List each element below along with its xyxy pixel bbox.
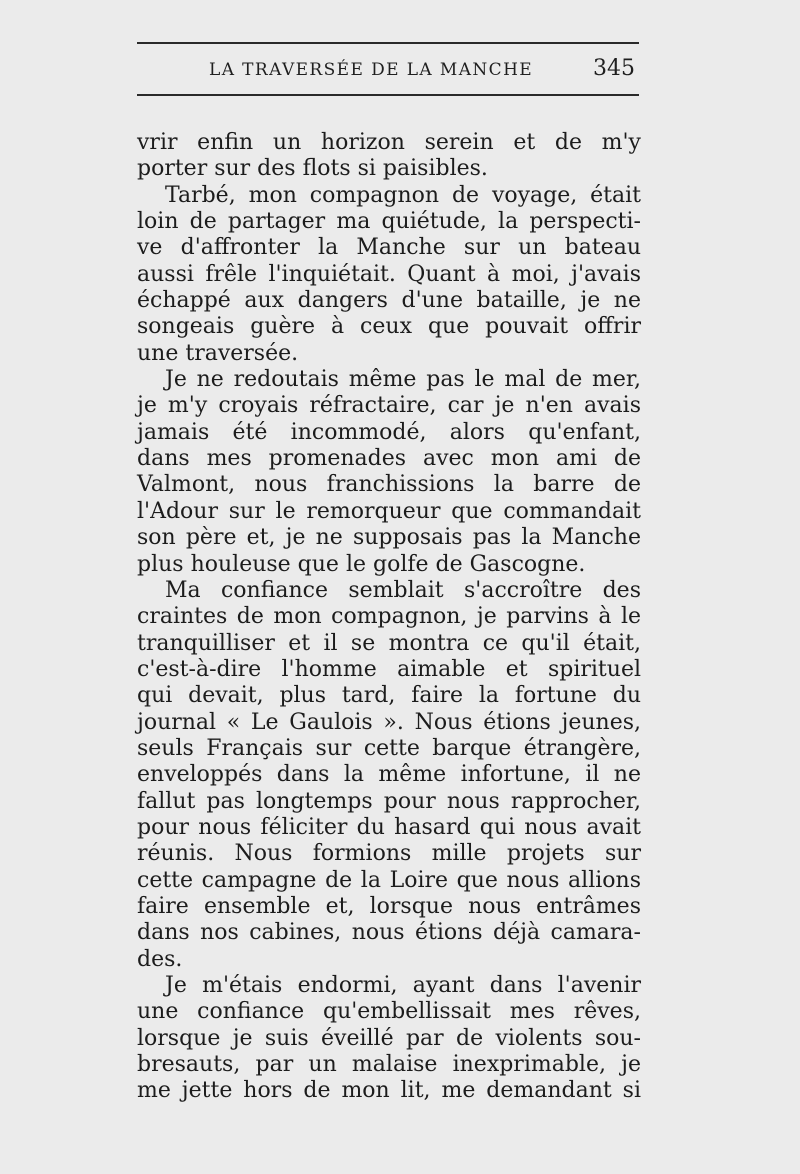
text-line: craintes de mon compagnon, je parvins à le [137,604,641,630]
text-line: aussi frêle l'inquiétait. Quant à moi, j'avais [137,261,641,287]
header-rule-bottom [137,94,639,96]
text-line: enveloppés dans la même infortune, il ne [137,762,641,788]
text-line: lorsque je suis éveillé par de violents sou- [137,1025,641,1051]
text-line: bresauts, par un malaise inexprimable, je [137,1052,641,1078]
text-line: une confiance qu'embellissait mes rêves, [137,999,641,1025]
text-line: plus houleuse que le golfe de Gascogne. [137,551,586,577]
text-line: Valmont, nous franchissions la barre de [137,472,641,498]
header-rule-top [137,42,639,44]
text-line: Je m'étais endormi, ayant dans l'avenir [165,973,641,998]
text-line: je m'y croyais réfractaire, car je n'en avais [137,393,641,419]
text-line: dans nos cabines, nous étions déjà camara- [137,920,641,946]
text-line: vrir enfin un horizon serein et de m'y [137,130,641,155]
text-line: Ma confiance semblait s'accroître des [165,577,641,603]
text-line: tranquilliser et il se montra ce qu'il était, [137,630,641,656]
text-line: Tarbé, mon compagnon de voyage, était [165,182,641,208]
text-line: cette campagne de la Loire que nous allions [137,867,641,893]
text-line: faire ensemble et, lorsque nous entrâmes [137,893,641,919]
text-line: Je ne redoutais même pas le mal de mer, [165,367,641,393]
text-line: pour nous féliciter du hasard qui nous avait [137,814,641,840]
text-line: fallut pas longtemps pour nous rapprocher, [137,788,641,814]
text-line: son père et, je ne supposais pas la Manche [137,525,641,551]
text-line: ve d'affronter la Manche sur un bateau [137,235,641,261]
text-line: échappé aux dangers d'une bataille, je ne [137,288,641,314]
text-line: songeais guère à ceux que pouvait offrir [137,314,641,340]
text-line: journal « Le Gaulois ». Nous étions jeunes, [137,709,641,735]
page-number: 345 [593,56,635,81]
text-line: l'Adour sur le remorqueur que commandait [137,498,641,524]
running-head [137,56,637,86]
text-line: me jette hors de mon lit, me demandant si [137,1078,641,1104]
text-line: porter sur des flots si paisibles. [137,156,488,182]
body-text [137,130,641,1105]
text-line: des. [137,946,183,972]
text-line: seuls Français sur cette barque étrangère, [137,735,641,761]
text-line: dans mes promenades avec mon ami de [137,446,641,472]
text-line: jamais été incommodé, alors qu'enfant, [137,419,641,445]
text-line: c'est-à-dire l'homme aimable et spirituel [137,656,641,682]
text-line: une traversée. [137,340,299,366]
text-line: réunis. Nous formions mille projets sur [137,841,641,867]
text-line: qui devait, plus tard, faire la fortune du [137,683,641,709]
running-title: LA TRAVERSÉE DE LA MANCHE [209,60,534,80]
text-line: loin de partager ma quiétude, la perspecti- [137,209,641,235]
